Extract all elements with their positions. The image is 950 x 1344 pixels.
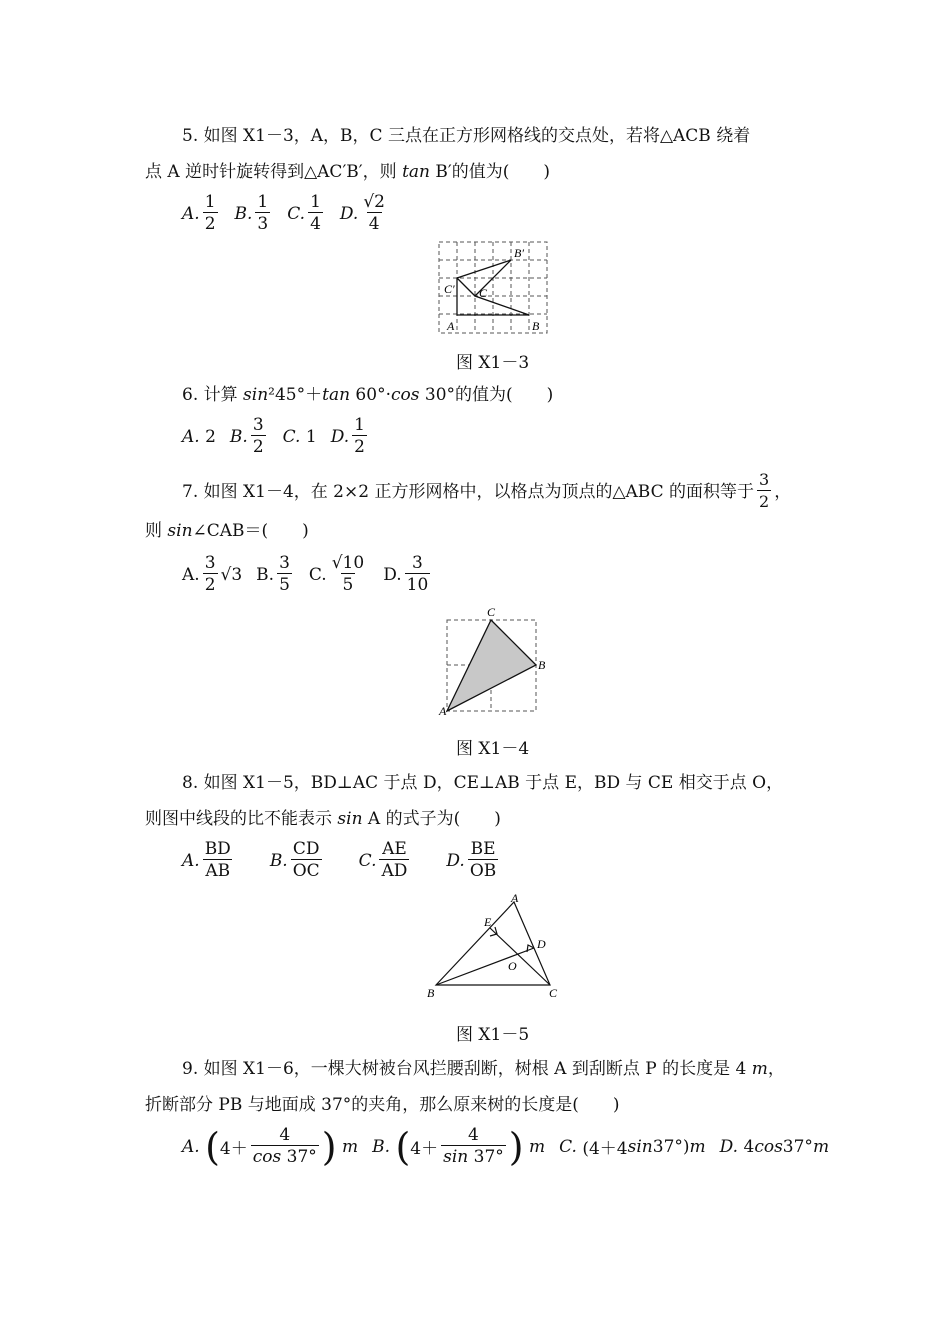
q5-option-d bbox=[340, 192, 390, 235]
denominator bbox=[251, 1145, 319, 1168]
denominator: 3 bbox=[257, 214, 269, 234]
q7-option-c bbox=[309, 553, 369, 596]
q8-options bbox=[182, 839, 515, 882]
q7-options bbox=[182, 553, 447, 596]
q7-sin: sin bbox=[167, 521, 193, 541]
q8-option-c bbox=[359, 839, 413, 882]
option-label: C. bbox=[282, 426, 301, 447]
sin-fn: sin bbox=[627, 1136, 653, 1157]
denominator: OB bbox=[469, 861, 497, 881]
unit: m bbox=[812, 1136, 830, 1157]
label-d: D bbox=[537, 937, 546, 951]
denominator: 2 bbox=[204, 575, 216, 595]
q6-option-b bbox=[230, 415, 269, 458]
q5-option-c bbox=[287, 192, 326, 235]
numerator: 3 bbox=[279, 553, 290, 573]
q5-line2-end: B′的值为( ) bbox=[429, 162, 551, 182]
denominator: OC bbox=[292, 861, 320, 881]
option-value: 1 bbox=[305, 426, 317, 447]
q5-option-b bbox=[235, 192, 274, 235]
numerator: 3 bbox=[252, 415, 264, 435]
numerator: 1 bbox=[204, 192, 216, 212]
numerator: AE bbox=[382, 839, 407, 859]
q6-options bbox=[182, 415, 384, 458]
label-c: C bbox=[487, 606, 496, 619]
option-label: B. bbox=[256, 564, 275, 585]
label-o: O bbox=[508, 959, 517, 973]
option-label: B. bbox=[372, 1136, 391, 1157]
left-paren: ( bbox=[205, 1124, 220, 1169]
q7-line2-text: 则 bbox=[145, 521, 168, 541]
caption-x1-5: 图 X1－5 bbox=[456, 1025, 530, 1045]
option-label: C. bbox=[287, 203, 306, 224]
option-label: B. bbox=[229, 426, 248, 447]
q6-sin: sin bbox=[243, 385, 269, 405]
q8-sin: sin bbox=[337, 809, 363, 829]
q9-option-c bbox=[559, 1134, 706, 1159]
option-text: 37° bbox=[782, 1136, 813, 1157]
q7-line1 bbox=[182, 470, 791, 513]
option-label: A. bbox=[182, 1136, 200, 1157]
q6-text-4: 30°的值为( ) bbox=[419, 385, 554, 405]
numerator: 3 bbox=[204, 553, 216, 573]
denominator: 2 bbox=[204, 214, 216, 234]
denominator: 2 bbox=[252, 437, 264, 457]
label-b: B bbox=[427, 986, 435, 1000]
option-label: D. bbox=[330, 426, 350, 447]
label-a: A bbox=[447, 319, 455, 333]
q8-line1: 8. 如图 X1－5，BD⊥AC 于点 D，CE⊥AB 于点 E，BD 与 CE 相交于点 O， bbox=[182, 773, 784, 793]
numerator: 3 bbox=[759, 470, 770, 489]
q8-line2 bbox=[145, 807, 501, 831]
caption-x1-4: 图 X1－4 bbox=[456, 739, 530, 759]
option-label: A. bbox=[182, 203, 200, 224]
dashed-grid bbox=[439, 242, 547, 333]
q7-option-a bbox=[182, 553, 242, 596]
triangle-lines bbox=[436, 902, 550, 985]
q8-option-a bbox=[182, 839, 236, 882]
q7-comma: ， bbox=[774, 481, 792, 502]
figure-x1-5 bbox=[424, 890, 564, 1002]
q6-option-c bbox=[283, 427, 317, 447]
numerator: 3 bbox=[412, 553, 423, 573]
figure-x1-4 bbox=[438, 606, 553, 720]
q9-line2: 折断部分 PB 与地面成 37°的夹角，那么原来树的长度是( ) bbox=[145, 1095, 620, 1115]
option-prefix: 4＋ bbox=[410, 1139, 439, 1159]
numerator: 4 bbox=[279, 1125, 291, 1145]
q9-option-b bbox=[372, 1125, 545, 1168]
cos-fn: cos bbox=[252, 1147, 282, 1167]
q8-option-b bbox=[270, 839, 325, 882]
left-paren: ( bbox=[395, 1124, 411, 1169]
label-b-prime: B′ bbox=[514, 246, 524, 260]
option-text: 37°) bbox=[652, 1136, 690, 1157]
option-label: B. bbox=[269, 850, 288, 871]
q7-line2-end: ∠CAB＝( ) bbox=[192, 521, 309, 541]
option-label: D. bbox=[719, 1136, 739, 1157]
q6-line bbox=[182, 383, 553, 407]
q5-line2 bbox=[145, 160, 550, 184]
q7-option-b bbox=[256, 553, 295, 596]
q5-options bbox=[182, 192, 404, 235]
numerator: CD bbox=[292, 839, 320, 859]
q9-line1-text: 9. 如图 X1－6，一棵大树被台风拦腰刮断，树根 A 到刮断点 P 的长度是 4 bbox=[182, 1059, 752, 1079]
q9-option-a bbox=[182, 1125, 358, 1168]
denominator: 2 bbox=[354, 437, 365, 457]
option-label: A. bbox=[182, 850, 200, 871]
numerator: BD bbox=[204, 839, 231, 859]
q7-option-d bbox=[383, 553, 433, 596]
q7-line2 bbox=[145, 519, 309, 543]
numerator: 1 bbox=[310, 192, 321, 212]
denominator: 5 bbox=[342, 575, 354, 595]
q5-tan: tan bbox=[402, 162, 430, 182]
numerator: BE bbox=[470, 839, 496, 859]
label-c: C bbox=[479, 286, 488, 300]
q5-option-a bbox=[182, 192, 221, 235]
q6-text-3: 60°· bbox=[350, 385, 391, 405]
option-label: B. bbox=[234, 203, 253, 224]
denominator: 4 bbox=[310, 214, 321, 234]
caption-x1-3: 图 X1－3 bbox=[456, 353, 530, 373]
right-paren: ) bbox=[508, 1124, 524, 1169]
option-prefix: 4＋ bbox=[219, 1139, 248, 1159]
right-paren: ) bbox=[321, 1124, 337, 1169]
denominator: 2 bbox=[759, 492, 770, 511]
q5-line1: 5. 如图 X1－3，A，B，C 三点在正方形网格线的交点处，若将△ACB 绕着 bbox=[182, 126, 751, 146]
unit: m bbox=[529, 1136, 546, 1157]
label-c-prime: C′ bbox=[444, 282, 455, 296]
option-label: A. bbox=[182, 426, 200, 447]
denominator: 5 bbox=[279, 575, 290, 595]
unit: m bbox=[689, 1136, 706, 1157]
option-label: D. bbox=[446, 850, 465, 871]
q9-unit: m bbox=[751, 1059, 768, 1079]
sqrt3: √3 bbox=[220, 564, 243, 585]
sin-fn: sin bbox=[443, 1147, 469, 1167]
q7-line1-text: 7. 如图 X1－4，在 2×2 正方形网格中，以格点为顶点的△ABC 的面积等于 bbox=[182, 481, 755, 502]
q6-option-d bbox=[331, 415, 370, 458]
option-label: A. bbox=[182, 564, 200, 585]
option-label: C. bbox=[308, 564, 327, 585]
q6-tan: tan bbox=[322, 385, 351, 405]
label-b: B bbox=[538, 658, 546, 672]
denominator: 10 bbox=[406, 575, 429, 595]
denominator: AB bbox=[205, 861, 231, 881]
option-label: C. bbox=[358, 850, 377, 871]
figure-x1-3 bbox=[438, 241, 550, 336]
q6-option-a bbox=[182, 427, 216, 447]
numerator: √10 bbox=[331, 553, 365, 573]
numerator: 1 bbox=[257, 192, 269, 212]
q8-line2-end: A 的式子为( ) bbox=[362, 809, 501, 829]
denominator: 4 bbox=[368, 214, 380, 234]
label-e: E bbox=[484, 915, 492, 929]
q6-text-2: ²45°＋ bbox=[268, 385, 323, 405]
option-label: D. bbox=[383, 564, 402, 585]
numerator: √2 bbox=[363, 192, 385, 212]
q9-option-d bbox=[720, 1137, 829, 1157]
option-label: C. bbox=[559, 1136, 577, 1157]
denominator: AD bbox=[381, 861, 408, 881]
cos-fn: cos bbox=[754, 1136, 783, 1157]
denominator bbox=[441, 1145, 506, 1168]
label-c: C bbox=[549, 986, 558, 1000]
unit: m bbox=[342, 1136, 359, 1157]
option-text: (4＋4 bbox=[582, 1139, 628, 1159]
q9-options bbox=[182, 1125, 843, 1168]
q9-comma: ， bbox=[767, 1059, 785, 1079]
q8-option-d bbox=[446, 839, 501, 882]
option-text: 4 bbox=[743, 1136, 755, 1157]
q6-text-1: 6. 计算 bbox=[182, 385, 244, 405]
angle: 37° bbox=[468, 1147, 504, 1167]
label-b: B bbox=[532, 319, 540, 333]
q6-cos: cos bbox=[390, 385, 420, 405]
angle: 37° bbox=[281, 1147, 317, 1167]
option-label: D. bbox=[339, 203, 359, 224]
numerator: 1 bbox=[354, 415, 365, 435]
q8-line2-text: 则图中线段的比不能表示 bbox=[145, 809, 338, 829]
q9-line1 bbox=[182, 1057, 785, 1081]
q5-line2-text: 点 A 逆时针旋转得到△AC′B′，则 bbox=[145, 162, 403, 182]
label-a: A bbox=[511, 891, 519, 905]
option-value: 2 bbox=[205, 426, 216, 447]
numerator: 4 bbox=[468, 1125, 479, 1145]
label-a: A bbox=[439, 704, 447, 718]
